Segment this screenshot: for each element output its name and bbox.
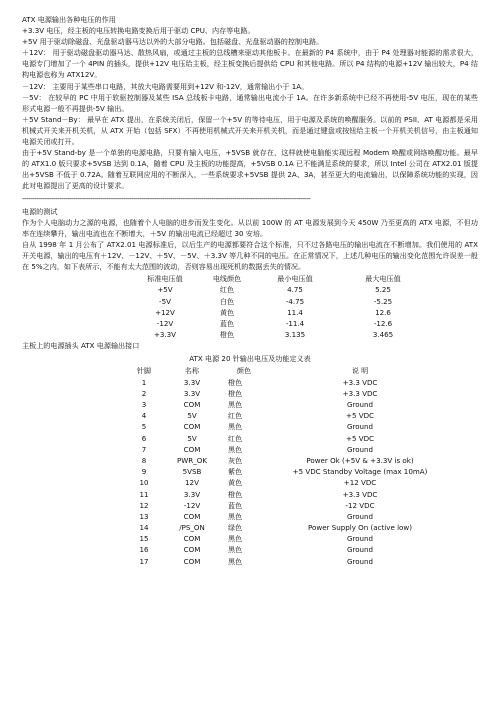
- cell-description: Ground: [346, 534, 374, 544]
- cell-description: Power Supply On (active low): [308, 523, 412, 533]
- table-row: [22, 399, 478, 410]
- pin-table-title: ATX 电源 20 针输出电压及功能定义表: [189, 354, 311, 364]
- cell-name: 5V: [187, 411, 197, 421]
- cell-description: Ground: [346, 400, 374, 410]
- cell-name: COM: [183, 534, 201, 544]
- cell-pin: 11: [139, 489, 149, 499]
- pin-table-header: [22, 365, 478, 376]
- section-divider: --------------------------------------------------------------------------------------------------------------------------------------------: [22, 193, 311, 203]
- cell-name: 5VSB: [182, 467, 202, 477]
- cell-name: COM: [183, 511, 201, 521]
- cell-pin: 15: [139, 534, 149, 544]
- header-wire-color: 电线颜色: [212, 274, 242, 284]
- cell-pin: 12: [139, 500, 149, 510]
- cell-color: 蓝色: [228, 500, 243, 510]
- cell-max: -5.25: [373, 296, 393, 306]
- cell-pin: 13: [139, 511, 149, 521]
- header-max-voltage: 最大电压值: [365, 274, 401, 284]
- cell-name: -12V: [183, 500, 201, 510]
- cell-color: 白色: [219, 296, 235, 306]
- table-row: [22, 318, 478, 329]
- voltage-tolerance-table: [22, 273, 478, 340]
- cell-pin: 9: [141, 467, 147, 477]
- header-pin: 针脚: [136, 366, 152, 376]
- cell-name: PWR_OK: [176, 455, 207, 465]
- header-standard-voltage: 标准电压值: [147, 274, 183, 284]
- cell-color: 黄色: [228, 478, 243, 488]
- cell-description: +3.3 VDC: [342, 388, 378, 398]
- cell-voltage: +3.3V: [153, 330, 177, 340]
- cell-name: COM: [183, 444, 201, 454]
- test-section-title: 电源的测试: [22, 206, 58, 216]
- cell-description: +12 VDC: [343, 478, 377, 488]
- cell-description: -12 VDC: [345, 500, 375, 510]
- cell-pin: 5: [141, 422, 147, 432]
- cell-min: 3.135: [284, 330, 306, 340]
- table-row: [22, 500, 478, 511]
- cell-color: 橙色: [228, 377, 243, 387]
- cell-name: COM: [183, 422, 201, 432]
- table-row: [22, 455, 478, 466]
- cell-description: Ground: [346, 545, 374, 555]
- cell-name: /PS_ON: [179, 523, 205, 533]
- cell-name: 5V: [187, 433, 197, 443]
- cell-color: 黑色: [228, 400, 243, 410]
- header-min-voltage: 最小电压值: [277, 274, 313, 284]
- pin-table-body: [22, 377, 478, 567]
- cell-color: 黄色: [219, 307, 235, 317]
- table-row: [22, 329, 478, 340]
- cell-color: 蓝色: [219, 318, 235, 328]
- table-row: [22, 544, 478, 555]
- table-row: [22, 489, 478, 500]
- cell-pin: 6: [141, 433, 147, 443]
- cell-description: +5 VDC: [346, 411, 374, 421]
- cell-min: -11.4: [285, 318, 305, 328]
- paragraph-5v-standby: ＋5V Stand－By： 最早在 ATX 提出，在系统关闭后，保留一个+5V 的等待电压，用于电源及系统的唤醒服务。以前的 PSII、AT 电源都是采用机械式开关来开机关机，从 ATX 开始（包括 SFX）不再使用机械式开关来开机关机，而是通过键盘或按钮给主板一个开机关机信号，由主板通知电源关闭或打开。: [22, 114, 478, 147]
- cell-color: 黑色: [228, 556, 243, 566]
- cell-color: 黑色: [228, 422, 243, 432]
- paragraph-minus-5v: －5V： 在较早的 PC 中用于软驱控制器及某些 ISA 总线板卡电路，通常输出电流小于 1A。在许多新系统中已经不再使用-5V 电压，现在的某些形式电源一般不再提供-5V 输出。: [22, 92, 478, 113]
- test-paragraph-2: 自从 1998 年 1 月公布了 ATX2.01 电源标准后，以后生产的电源都要符合这个标准，只不过各路电压的输出电流在不断增加。我们使用的 ATX 开关电源，输出的电压有＋12V、－12V、＋5V、－5V、＋3.3V 等几种不同的电压。在正常情况下，上述几种电压的输出变化范围允许误差一般在 5%之内，如下表所示，不能有太大范围的波动，否则容易出现死机的数据丢失的情况。: [22, 239, 478, 272]
- table-row: [22, 511, 478, 522]
- header-description: 说 明: [351, 366, 369, 376]
- table-row: [22, 307, 478, 318]
- cell-color: 黑色: [228, 534, 243, 544]
- cell-voltage: +12V: [155, 307, 175, 317]
- cell-pin: 2: [141, 388, 147, 398]
- paragraph-minus-12v: －12V： 主要用于某些串口电路，其放大电路需要用到+12V 和-12V，通常输出小于 1A。: [22, 81, 309, 91]
- cell-name: COM: [183, 545, 201, 555]
- paragraph-12v: ＋12V： 用于驱动磁盘驱动器马达、散热风扇，或通过主板的总线槽来驱动其他板卡。在最新的 P4 系统中，由于 P4 处理器对能源的需求很大，电源专门增加了一个 4PIN 的插头，提供+12V 电压给主板，经主板变换后提供给 CPU 和其他电路。所以 P4 结构的电源+12V 输出较大，P4 结构电源也称为 ATX12V。: [22, 48, 478, 80]
- cell-color: 红色: [219, 285, 235, 295]
- cell-description: Ground: [346, 511, 374, 521]
- cell-color: 灰色: [228, 455, 243, 465]
- table-row: [22, 533, 478, 544]
- table-row: [22, 388, 478, 399]
- table-row: [22, 377, 478, 388]
- interface-heading: 主板上的电源插头 ATX 电源输出接口: [22, 341, 140, 351]
- paragraph-5vsb-current: 由于+5V Stand-by 是一个单独的电源电路，只要有输入电压，+5VSB 就存在，这样就使电脑能实现远程 Modem 唤醒或网络唤醒功能。最早的 ATX1.0 版只要求+5VSB 达到 0.1A，随着 CPU 及主板的功能提高，+5VSB 0.1A 已不能满足系统的要求，所以 Intel 公司在 ATX2.01 版提出+5VSB 不低于 0.72A。随着互联网应用的不断深入，一些系统要求+5VSB 提供 2A、3A，甚至更大的电流输出，以保障系统功能的实现，因此对电源提出了更高的设计要求。: [22, 148, 478, 191]
- cell-voltage: -12V: [156, 318, 174, 328]
- cell-name: 12V: [185, 478, 199, 488]
- voltage-table-header: [22, 273, 478, 284]
- cell-voltage: +5V: [157, 285, 173, 295]
- table-row: [22, 421, 478, 432]
- cell-color: 黑色: [228, 511, 243, 521]
- cell-description: +5 VDC: [346, 433, 374, 443]
- cell-name: COM: [183, 400, 201, 410]
- cell-description: +3.3 VDC: [342, 489, 378, 499]
- table-row: [22, 522, 478, 533]
- table-row: [22, 284, 478, 295]
- cell-description: Ground: [346, 422, 374, 432]
- cell-max: 12.6: [375, 307, 391, 317]
- cell-description: Ground: [346, 444, 374, 454]
- cell-name: 3.3V: [183, 388, 201, 398]
- cell-color: 橙色: [228, 489, 243, 499]
- cell-max: 5.25: [375, 285, 391, 295]
- cell-name: COM: [183, 556, 201, 566]
- table-row: [22, 410, 478, 421]
- cell-voltage: -5V: [159, 296, 171, 306]
- cell-color: 绿色: [228, 523, 243, 533]
- cell-color: 黑色: [228, 545, 243, 555]
- table-row: [22, 433, 478, 444]
- test-paragraph-1: 作为个人电脑动力之源的电源，也随着个人电脑的进步而发生变化。从以前 100W 的 AT 电源发展到今天 450W 乃至更高的 ATX 电源，不但功率在连续攀升，输出电流也在不断增大，＋5V 的输出电流已经超过 30 安培。: [22, 217, 478, 238]
- cell-name: 3.3V: [183, 377, 201, 387]
- cell-pin: 1: [141, 377, 147, 387]
- cell-description: Ground: [346, 556, 374, 566]
- cell-description: +5 VDC Standby Voltage (max 10mA): [292, 467, 428, 477]
- cell-pin: 14: [139, 523, 149, 533]
- cell-description: +3.3 VDC: [342, 377, 378, 387]
- table-row: [22, 466, 478, 477]
- cell-color: 红色: [228, 433, 243, 443]
- cell-color: 黑色: [228, 444, 243, 454]
- cell-pin: 4: [141, 411, 147, 421]
- cell-color: 紫色: [228, 467, 243, 477]
- table-row: [22, 296, 478, 307]
- cell-description: Power Ok (+5V & +3.3V is ok): [306, 455, 414, 465]
- paragraph-5v: +5V 用于驱动除磁盘、光盘驱动器马达以外的大部分电路。包括磁盘、光盘驱动器的控制电路。: [22, 37, 324, 47]
- document-title: ATX 电源输出各种电压的作用: [22, 15, 116, 24]
- paragraph-3v3: +3.3V 电压，经主板的电压转换电路变换后用于驱动 CPU、内存等电路。: [22, 26, 255, 36]
- cell-color: 红色: [228, 411, 243, 421]
- cell-pin: 8: [141, 455, 147, 465]
- header-color: 颜色: [236, 366, 252, 376]
- cell-min: 11.4: [287, 307, 303, 317]
- cell-name: 3.3V: [183, 489, 201, 499]
- cell-pin: 16: [139, 545, 149, 555]
- cell-pin: 10: [139, 478, 149, 488]
- header-name: 名称: [184, 366, 200, 376]
- cell-min: 4.75: [287, 285, 303, 295]
- table-row: [22, 477, 478, 488]
- cell-max: -12.6: [373, 318, 393, 328]
- cell-color: 橙色: [219, 330, 235, 340]
- cell-pin: 7: [141, 444, 147, 454]
- cell-min: -4.75: [285, 296, 305, 306]
- document-page: [22, 14, 478, 567]
- cell-color: 橙色: [228, 388, 243, 398]
- cell-max: 3.465: [372, 330, 394, 340]
- cell-pin: 3: [141, 400, 147, 410]
- table-row: [22, 556, 478, 567]
- pin-definition-table: [22, 365, 478, 566]
- table-row: [22, 444, 478, 455]
- cell-pin: 17: [139, 556, 149, 566]
